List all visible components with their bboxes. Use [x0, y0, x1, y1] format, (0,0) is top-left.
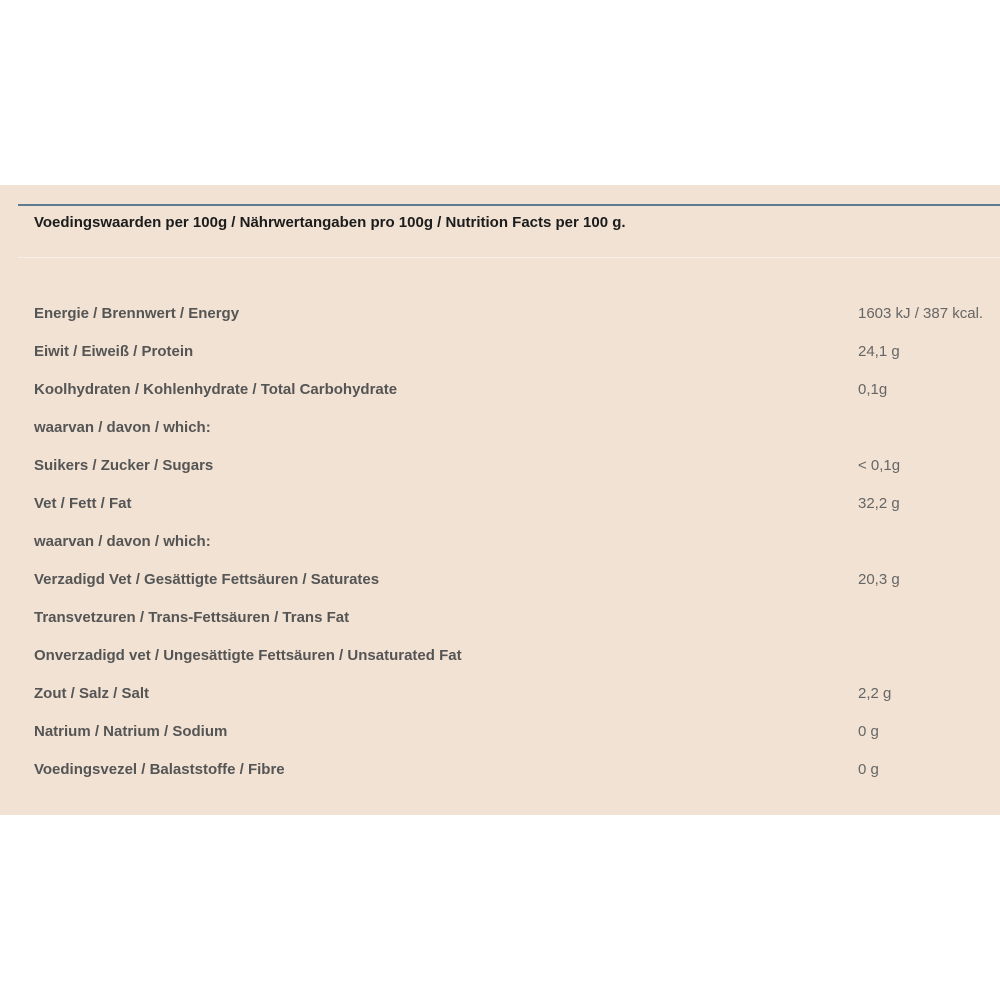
table-row [0, 647, 1000, 685]
nutrition-table-title: Voedingswaarden per 100g / Nährwertangaben pro 100g / Nutrition Facts per 100 g. [34, 214, 626, 231]
table-row [0, 343, 1000, 381]
top-divider [18, 204, 1000, 206]
nutrient-label: Energie / Brennwert / Energy [34, 305, 240, 322]
table-row [0, 419, 1000, 457]
table-row [0, 723, 1000, 761]
table-row [0, 571, 1000, 609]
nutrient-label: waarvan / davon / which: [34, 533, 211, 550]
nutrient-label: Voedingsvezel / Balaststoffe / Fibre [34, 761, 285, 778]
table-row [0, 761, 1000, 799]
nutrient-label: Eiwit / Eiweiß / Protein [34, 343, 194, 360]
table-row [0, 685, 1000, 723]
nutrient-value: 32,2 g [858, 495, 900, 512]
header-divider [18, 257, 1000, 258]
nutrition-panel [0, 185, 1000, 815]
nutrient-value: 2,2 g [858, 685, 892, 702]
table-row [0, 305, 1000, 343]
nutrient-label: Onverzadigd vet / Ungesättigte Fettsäuren / Unsaturated Fat [34, 647, 462, 664]
nutrient-value: 0 g [858, 761, 879, 778]
nutrient-value: 1603 kJ / 387 kcal. [858, 305, 984, 322]
table-row [0, 381, 1000, 419]
nutrient-label: waarvan / davon / which: [34, 419, 211, 436]
nutrient-label: Transvetzuren / Trans-Fettsäuren / Trans Fat [34, 609, 350, 626]
nutrient-label: Verzadigd Vet / Gesättigte Fettsäuren / Saturates [34, 571, 380, 588]
nutrient-value: 0,1g [858, 381, 888, 398]
nutrient-value: 20,3 g [858, 571, 900, 588]
nutrient-label: Natrium / Natrium / Sodium [34, 723, 228, 740]
nutrition-table-body [0, 305, 1000, 799]
nutrient-label: Vet / Fett / Fat [34, 495, 132, 512]
table-row [0, 533, 1000, 571]
table-row [0, 457, 1000, 495]
nutrient-value: 0 g [858, 723, 879, 740]
nutrient-value: < 0,1g [858, 457, 901, 474]
nutrient-label: Suikers / Zucker / Sugars [34, 457, 214, 474]
nutrient-value: 24,1 g [858, 343, 900, 360]
table-row [0, 495, 1000, 533]
nutrient-label: Koolhydraten / Kohlenhydrate / Total Carbohydrate [34, 381, 398, 398]
nutrient-label: Zout / Salz / Salt [34, 685, 150, 702]
table-row [0, 609, 1000, 647]
